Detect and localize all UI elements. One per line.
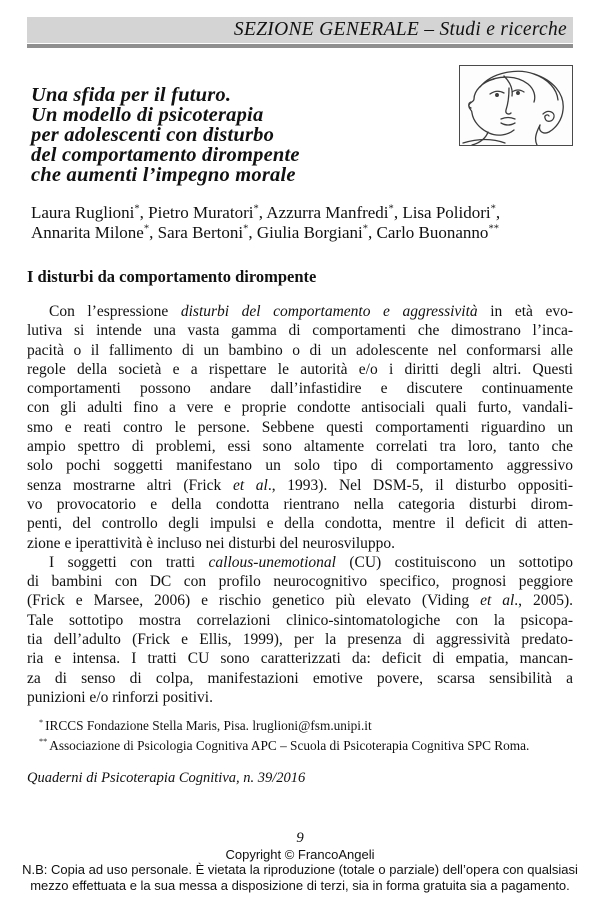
author: Laura Ruglioni bbox=[31, 203, 135, 222]
text-line bbox=[27, 572, 573, 591]
text-line bbox=[27, 611, 573, 630]
author-affiliation-mark: * bbox=[134, 203, 140, 215]
author: Carlo Buonanno bbox=[376, 223, 489, 242]
text: (CU) costituiscono un sottotipo bbox=[335, 553, 573, 571]
text: vo provocatorio e della condotta rientrano nella categoria disturbi dirom- bbox=[27, 495, 573, 513]
section-heading: I disturbi da comportamento dirompente bbox=[27, 267, 317, 286]
text: ampio spettro di problemi, essi sono altamente correlati tra loro, tanto che bbox=[27, 438, 573, 456]
italic-text: disturbi del comportamento e aggressività bbox=[180, 303, 478, 320]
text: regole della società e a rispettare le autorità e/o i diritti degli altri. Questi bbox=[27, 360, 573, 378]
text-line bbox=[27, 398, 573, 417]
footnote-marker: ** bbox=[39, 737, 48, 747]
header-band bbox=[27, 17, 573, 43]
text-line bbox=[27, 591, 573, 610]
text: ria e intensa. I tratti CU sono caratterizzati da: deficit di empatia, mancan- bbox=[27, 650, 573, 668]
text-line bbox=[27, 630, 573, 649]
body-text bbox=[27, 302, 573, 707]
text-line bbox=[27, 360, 573, 379]
text: (Frick e Marsee, 2006) e rischio genetico più elevato (Viding bbox=[27, 592, 481, 610]
text-line bbox=[27, 476, 573, 495]
header-band-title: SEZIONE GENERALE – Studi e ricerche bbox=[233, 19, 567, 40]
text-line bbox=[27, 456, 573, 475]
footnote bbox=[27, 716, 573, 736]
footnotes bbox=[27, 716, 573, 755]
title-line: Un modello di psicoterapia bbox=[31, 104, 264, 126]
title-line: del comportamento dirompente bbox=[31, 144, 300, 166]
text: ., 1993). Nel DSM-5, il disturbo oppositi- bbox=[267, 476, 573, 494]
copy-notice: N.B: Copia ad uso personale. È vietata la riproduzione (totale o parziale) dell’opera con qualsiasi mezzo effettuata e la sua messa a disposizione di terzi, sia in forma gratuita sia a pagamento. bbox=[22, 862, 578, 893]
text: Tale sottotipo mostra correlazioni clinico-sintomatologiche con la psicopa- bbox=[27, 611, 573, 629]
face-line-drawing-icon bbox=[460, 66, 572, 145]
text: punizioni e/o rinforzi positivi. bbox=[27, 688, 213, 706]
author-affiliation-mark: * bbox=[253, 203, 259, 215]
title-line: Una sfida per il futuro. bbox=[31, 84, 232, 106]
text-line bbox=[27, 688, 573, 707]
text-line bbox=[27, 379, 573, 398]
text-line bbox=[27, 669, 573, 688]
author-affiliation-mark: ** bbox=[488, 223, 499, 235]
text: comportamenti possono andare dall’infastidire e discutere continuamente bbox=[27, 380, 573, 398]
author: Sara Bertoni bbox=[157, 223, 244, 242]
authors bbox=[31, 203, 573, 243]
footnote-text: Associazione di Psicologia Cognitiva APC – Scuola di Psicoterapia Cognitiva SPC Roma. bbox=[49, 737, 530, 753]
text: zione e iperattività è incluso nei disturbi del neurosviluppo. bbox=[27, 534, 396, 552]
text-line bbox=[27, 649, 573, 668]
journal-line: Quaderni di Psicoterapia Cognitiva, n. 39/2016 bbox=[27, 770, 306, 787]
text-line bbox=[27, 437, 573, 456]
text: za di senso di colpa, manifestazioni emotive povere, scarsa sensibilità a bbox=[27, 669, 573, 687]
text: smo e reati contro le persone. Sebbene questi comportamenti riguardino un bbox=[27, 418, 573, 436]
author: Lisa Polidori bbox=[402, 203, 491, 222]
page bbox=[0, 17, 600, 787]
footnote-text: IRCCS Fondazione Stella Maris, Pisa. lruglioni@fsm.unipi.it bbox=[45, 718, 372, 734]
paragraph bbox=[27, 553, 573, 707]
footnote bbox=[27, 736, 573, 756]
text: I soggetti con tratti bbox=[49, 553, 209, 571]
author: Annarita Milone bbox=[31, 223, 144, 242]
text: senza mostrarne altri (Frick bbox=[27, 476, 233, 494]
header-rule bbox=[27, 44, 573, 48]
text: in età evo- bbox=[477, 303, 573, 320]
author: Azzurra Manfredi bbox=[266, 203, 389, 222]
text-line bbox=[27, 341, 573, 360]
text: di bambini con DC con profilo neurocognitivo specifico, prognosi peggiore bbox=[27, 573, 573, 591]
footnote-marker: * bbox=[39, 717, 44, 727]
author-affiliation-mark: * bbox=[388, 203, 394, 215]
face-line-drawing-frame bbox=[459, 65, 573, 146]
author-affiliation-mark: * bbox=[362, 223, 369, 235]
text-line bbox=[27, 514, 573, 533]
text: pacità o il fallimento di un bambino o di un adolescente nel conformarsi alle bbox=[27, 341, 573, 359]
paragraph bbox=[27, 302, 573, 553]
text-line bbox=[27, 418, 573, 437]
page-number: 9 bbox=[296, 829, 304, 846]
text-line bbox=[27, 553, 573, 572]
text: ., 2005). bbox=[514, 592, 573, 610]
text: solo pochi soggetti manifestano un solo tipo di comportamento aggressivo bbox=[27, 457, 573, 475]
text: penti, del controllo degli impulsi e della condotta, mentre il deficit di atten- bbox=[27, 515, 573, 533]
page-footer bbox=[0, 830, 600, 894]
italic-text: et al bbox=[480, 592, 515, 610]
text-line bbox=[27, 302, 573, 321]
text: tia dell’adulto (Frick e Ellis, 1999), per la presenza di aggressività predato- bbox=[27, 631, 573, 649]
author-affiliation-mark: * bbox=[143, 223, 150, 235]
author: Giulia Borgiani bbox=[256, 223, 363, 242]
title-line: per adolescenti con disturbo bbox=[31, 124, 275, 146]
text-line bbox=[27, 321, 573, 340]
author-affiliation-mark: * bbox=[490, 203, 496, 215]
italic-text: callous-unemotional bbox=[208, 553, 336, 571]
text-line bbox=[27, 534, 573, 553]
authors-line: Annarita Milone*, Sara Bertoni*, Giulia Borgiani*, Carlo Buonanno** bbox=[31, 223, 499, 242]
authors-line: Laura Ruglioni*, Pietro Muratori*, Azzurra Manfredi*, Lisa Polidori*, bbox=[31, 203, 501, 222]
text: lutiva si intende una vasta gamma di comportamenti che dimostrano l’inca- bbox=[27, 322, 573, 340]
text-line bbox=[27, 495, 573, 514]
author-affiliation-mark: * bbox=[243, 223, 249, 235]
italic-text: et al bbox=[232, 476, 268, 494]
text: Con l’espressione bbox=[49, 303, 181, 320]
title-line: che aumenti l’impegno morale bbox=[31, 164, 296, 186]
author: Pietro Muratori bbox=[148, 203, 254, 222]
text: con gli adulti fino a vere e proprie condotte antisociali quali furto, vandali- bbox=[27, 399, 573, 417]
copyright-line: Copyright © FrancoAngeli bbox=[225, 846, 375, 862]
